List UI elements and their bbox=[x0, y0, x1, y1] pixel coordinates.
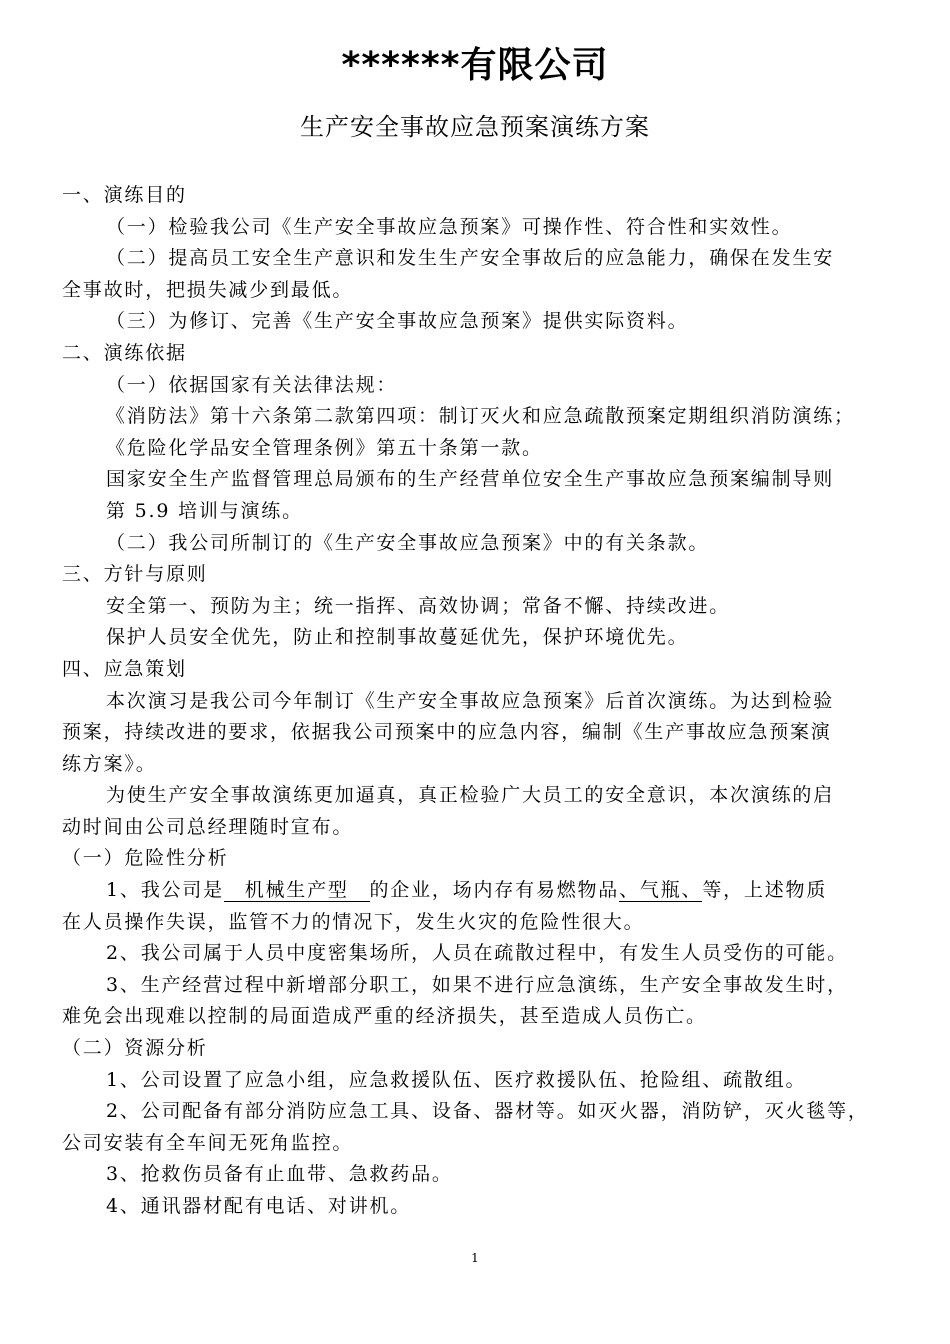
paragraph: （一）依据国家有关法律法规： bbox=[106, 373, 398, 396]
paragraph: （二）我公司所制订的《生产安全事故应急预案》中的有关条款。 bbox=[106, 531, 710, 554]
paragraph: 保护人员安全优先，防止和控制事故蔓延优先，保护环境优先。 bbox=[106, 626, 689, 649]
paragraph-continuation: 动时间由公司总经理随时宣布。 bbox=[62, 815, 354, 838]
subsection-heading: （二）资源分析 bbox=[62, 1037, 208, 1060]
paragraph-continuation: 全事故时，把损失减少到最低。 bbox=[62, 278, 354, 301]
list-item-continuation: 在人员操作失误，监管不力的情况下，发生火灾的危险性很大。 bbox=[62, 910, 645, 933]
paragraph: （三）为修订、完善《生产安全事故应急预案》提供实际资料。 bbox=[106, 310, 689, 333]
list-item bbox=[62, 875, 892, 907]
list-item: 3、抢救伤员备有止血带、急救药品。 bbox=[106, 1163, 453, 1186]
law-reference: 《消防法》第十六条第二款第四项：制订灭火和应急疏散预案定期组织消防演练； bbox=[106, 405, 855, 428]
paragraph-continuation: 练方案》。 bbox=[62, 752, 157, 775]
list-item: 4、通讯器材配有电话、对讲机。 bbox=[106, 1195, 412, 1217]
list-item: 3、生产经营过程中新增部分职工，如果不进行应急演练，生产安全事故发生时， bbox=[106, 973, 848, 996]
list-item-text: 1、我公司是 bbox=[106, 879, 224, 902]
section-heading: 三、方针与原则 bbox=[62, 563, 208, 586]
paragraph: 为使生产安全事故演练更加逼真，真正检验广大员工的安全意识，本次演练的启 bbox=[106, 784, 835, 807]
paragraph: （二）提高员工安全生产意识和发生生产安全事故后的应急能力，确保在发生安 bbox=[106, 247, 835, 270]
list-item: 2、公司配备有部分消防应急工具、设备、器材等。如灭火器，消防铲，灭火毯等， bbox=[106, 1100, 869, 1123]
page-number: 1 bbox=[471, 1251, 479, 1265]
paragraph: 安全第一、预防为主；统一指挥、高效协调；常备不懈、持续改进。 bbox=[106, 594, 731, 617]
section-heading: 四、应急策划 bbox=[62, 657, 187, 680]
section-heading: 二、演练依据 bbox=[62, 341, 187, 364]
document-body bbox=[62, 180, 892, 1223]
underlined-fill-in: 、气瓶、 bbox=[619, 879, 703, 902]
list-item: 1、公司设置了应急小组，应急救援队伍、医疗救援队伍、抢险组、疏散组。 bbox=[106, 1068, 807, 1091]
list-item: 2、我公司属于人员中度密集场所，人员在疏散过程中，有发生人员受伤的可能。 bbox=[106, 942, 848, 965]
underlined-fill-in: 机械生产型 bbox=[223, 879, 370, 902]
list-item-text: 的企业，场内存有易燃物品 bbox=[369, 879, 620, 902]
law-reference: 第 5.9 培训与演练。 bbox=[106, 499, 303, 522]
law-reference: 《危险化学品安全管理条例》第五十条第一款。 bbox=[106, 436, 543, 459]
section-heading: 一、演练目的 bbox=[62, 184, 187, 206]
company-title: ******有限公司 bbox=[341, 45, 609, 86]
document-title: 生产安全事故应急预案演练方案 bbox=[300, 113, 650, 141]
subsection-heading: （一）危险性分析 bbox=[62, 847, 229, 870]
list-item-text: 等，上述物质 bbox=[702, 879, 828, 902]
law-reference: 国家安全生产监督管理总局颁布的生产经营单位安全生产事故应急预案编制导则 bbox=[106, 468, 835, 491]
list-item-continuation: 难免会出现难以控制的局面造成严重的经济损失，甚至造成人员伤亡。 bbox=[62, 1005, 707, 1028]
paragraph: 本次演习是我公司今年制订《生产安全事故应急预案》后首次演练。为达到检验 bbox=[106, 689, 835, 712]
paragraph: （一）检验我公司《生产安全事故应急预案》可操作性、符合性和实效性。 bbox=[106, 215, 793, 238]
list-item-continuation: 公司安装有全车间无死角监控。 bbox=[62, 1131, 354, 1154]
paragraph-continuation: 预案，持续改进的要求，依据我公司预案中的应急内容，编制《生产事故应急预案演 bbox=[62, 721, 832, 744]
